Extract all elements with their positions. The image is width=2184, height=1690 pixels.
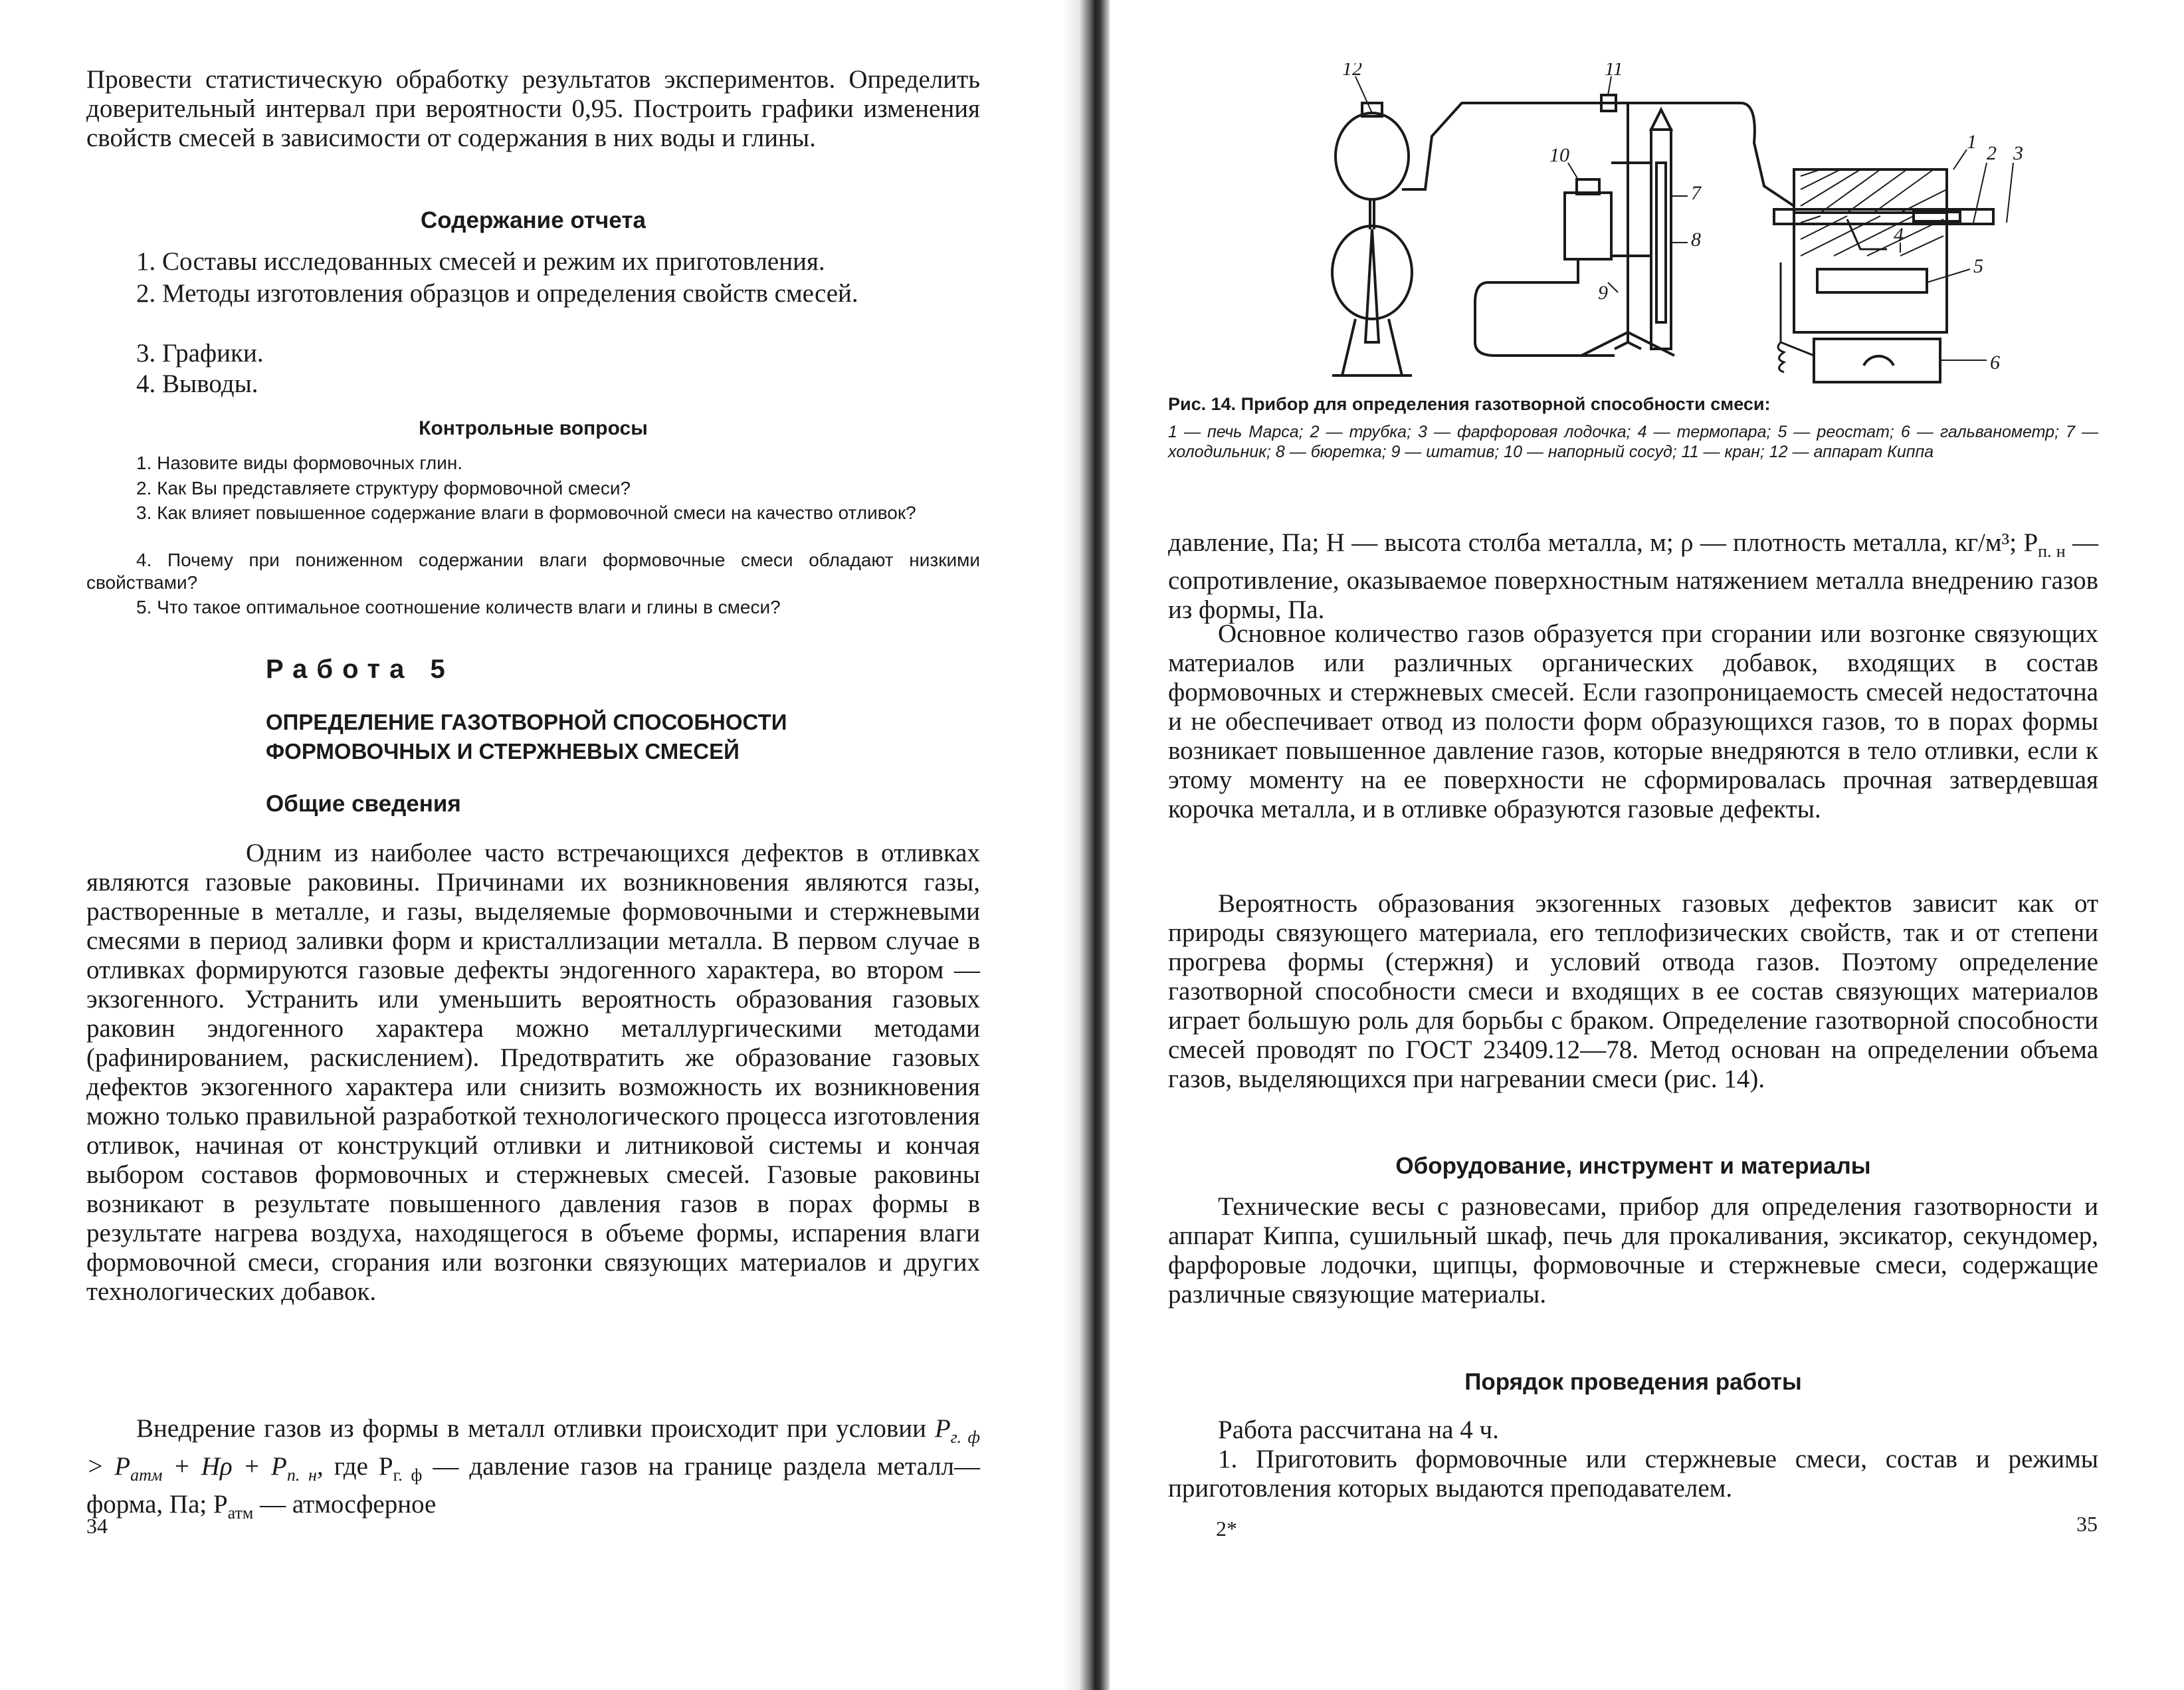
label-2: 2: [1987, 142, 1997, 164]
report-heading: Содержание отчета: [421, 207, 646, 233]
label-3: 3: [2013, 142, 2023, 164]
label-12: 12: [1342, 63, 1362, 80]
procedure-heading: Порядок проведения работы: [1464, 1369, 1802, 1395]
question-1: 1. Назовите виды формовочных глин.: [136, 453, 463, 473]
label-7: 7: [1691, 182, 1701, 204]
label-9: 9: [1598, 282, 1608, 304]
paragraph-probability: Вероятность образования экзогенных газовых дефектов зависит как от природы связующего материала, его теплофизических свойств, так и от степени прогрева формы (стержня) и условий отвода газов. Поэтому определение газотворной способности смеси и входящих в ее состав связующих материалов играет большую роль для борьбы с браком. Определение газотворной способности смесей проводят по ГОСТ 23409.12—78. Метод основан на определении объема газов, выделяющихся при нагревании смеси (рис. 14).: [1168, 889, 2098, 1093]
report-item-1: 1. Составы исследованных смесей и режим их приготовления.: [136, 247, 825, 276]
galvanometer: [1814, 339, 1940, 382]
question-4: 4. Почему при пониженном содержании влаги формовочные смеси обладают низкими свойствами?: [86, 550, 980, 593]
questions-heading: Контрольные вопросы: [419, 417, 648, 439]
page-number-right: 35: [2076, 1512, 2098, 1536]
question-3: 3. Как влияет повышенное содержание влаги в формовочной смеси на качество отливок?: [136, 502, 916, 523]
formula-paragraph: Внедрение газов из формы в металл отливки происходит при условии $P_{г. ф} > P_{атм} + H\rho + P_{п. н}$, где $P_{г. ф}$ — давление газов на границе раздела металл—форма, Па; $P_{атм}$ — атмосферное: [86, 1414, 981, 1523]
page-number-left: 34: [86, 1514, 108, 1538]
intro-paragraph: Провести статистическую обработку результатов экспериментов. Определить доверительный интервал при вероятности 0,95. Построить графики изменения свойств смесей в зависимости от содержания в них воды и глины.: [86, 65, 980, 152]
formula: $P_{г. ф} > P_{атм} + H\rho + P_{п. н}$: [86, 1414, 981, 1485]
equipment-paragraph: Технические весы с разновесами, прибор для определения газотворности и аппарат Киппа, сушильный шкаф, печь для прокаливания, эксикатор, секундомер, фарфоровые лодочки, щипцы, формовочные и стержневые смеси, содержащие различные связующие материалы.: [1168, 1192, 2098, 1309]
tube-vessel: [1475, 259, 1615, 356]
stand: [1581, 103, 1674, 356]
burette: [1656, 163, 1666, 322]
label-6: 6: [1990, 352, 2000, 373]
question-5: 5. Что такое оптимальное соотношение количеств влаги и глины в смеси?: [136, 597, 781, 617]
general-paragraph: Одним из наиболее часто встречающихся дефектов в отливках являются газовые раковины. Причинами их возникновения являются газы, растворенные в металле, и газы, выделяемые формовочными и стержневыми смесями в период заливки форм и кристаллизации металла. В первом случае в отливках формируются газовые дефекты эндогенного характера, во втором — экзогенного. Устранить или уменьшить вероятность образования газовых раковин эндогенного характера можно металлургическими методами (рафинированием, раскислением). Предотвратить же образование газовых дефектов экзогенного характера или снизить возможность их возникновения можно только правильной разработкой технологического процесса изготовления отливок, начиная от конструкций отливки и литниковой системы и кончая выбором составов формовочных и стержневых смесей. Газовые раковины возникают в результате повышенного давления газов в порах формы в результате нагрева воздуха, находящегося в объеме формы, испарения влаги формовочной смеси, сгорания или возгонки связующих материалов и других технологических добавок.: [86, 839, 980, 1306]
work-title-line1: ОПРЕДЕЛЕНИЕ ГАЗОТВОРНОЙ СПОСОБНОСТИ: [266, 710, 787, 734]
label-5: 5: [1973, 255, 1983, 277]
label-11: 11: [1605, 63, 1623, 80]
pressure-vessel: [1565, 193, 1611, 259]
equipment-heading: Оборудование, инструмент и материалы: [1395, 1153, 1871, 1179]
procedure-time: Работа рассчитана на 4 ч.: [1218, 1416, 1499, 1444]
procedure-step-1: 1. Приготовить формовочные или стержневые смеси, состав и режимы приготовления которых выдаются преподавателем.: [1168, 1445, 2098, 1503]
left-page: [0, 0, 1063, 1690]
tube-upper-right: [1615, 103, 1794, 206]
work-label: Работа 5: [266, 655, 454, 684]
signature-mark: 2*: [1216, 1517, 1237, 1540]
label-10: 10: [1549, 144, 1569, 166]
question-2: 2. Как Вы представляете структуру формовочной смеси?: [136, 478, 631, 498]
label-8: 8: [1691, 229, 1701, 251]
kipp-apparatus: [1332, 103, 1412, 375]
book-spine-shadow: [1063, 0, 1110, 1690]
report-item-2: 2. Методы изготовления образцов и определения свойств смесей.: [136, 279, 858, 308]
figure-caption-title: Рис. 14. Прибор для определения газотворной способности смеси:: [1168, 394, 1771, 414]
tube-upper-left: [1402, 103, 1615, 189]
report-item-3: 3. Графики.: [136, 339, 264, 368]
general-heading: Общие сведения: [266, 791, 461, 817]
apparatus-figure: [1316, 63, 2060, 389]
label-4: 4: [1894, 224, 1904, 246]
right-page: [1110, 0, 2184, 1690]
report-item-4: 4. Выводы.: [136, 370, 258, 398]
figure-caption-text: 1 — печь Марса; 2 — трубка; 3 — фарфоровая лодочка; 4 — термопара; 5 — реостат; 6 — гальванометр; 7 — холодильник; 8 — бюретка; 9 — штатив; 10 — напорный сосуд; 11 — кран; 12 — аппарат Киппа: [1168, 423, 2098, 461]
mars-furnace: [1794, 169, 1947, 332]
paragraph-gas-formation: Основное количество газов образуется при сгорании или возгонке связующих материалов или различных органических добавок, входящих в состав формовочных и стержневых смесей. Если газопроницаемость смесей недостаточна и не обеспечивает отвод из полости форм образующихся газов, то в порах формы возникает повышенное давление газов, которые внедряются в тело отливки, если к этому моменту на ее поверхности не сформировалась прочная затвердевшая корочка металла, и в отливке образуются газовые дефекты.: [1168, 619, 2098, 823]
label-1: 1: [1967, 131, 1977, 153]
continued-paragraph: давление, Па; H — высота столба металла, м; ρ — плотность металла, кг/м³; $P_{п. н}$ — сопротивление, оказываемое поверхностным натяжением металла внедрению газов из формы, Па.: [1168, 528, 2098, 624]
work-title-line2: ФОРМОВОЧНЫХ И СТЕРЖНЕВЫХ СМЕСЕЙ: [266, 739, 740, 764]
galvanometer-wire: [1781, 263, 1814, 356]
